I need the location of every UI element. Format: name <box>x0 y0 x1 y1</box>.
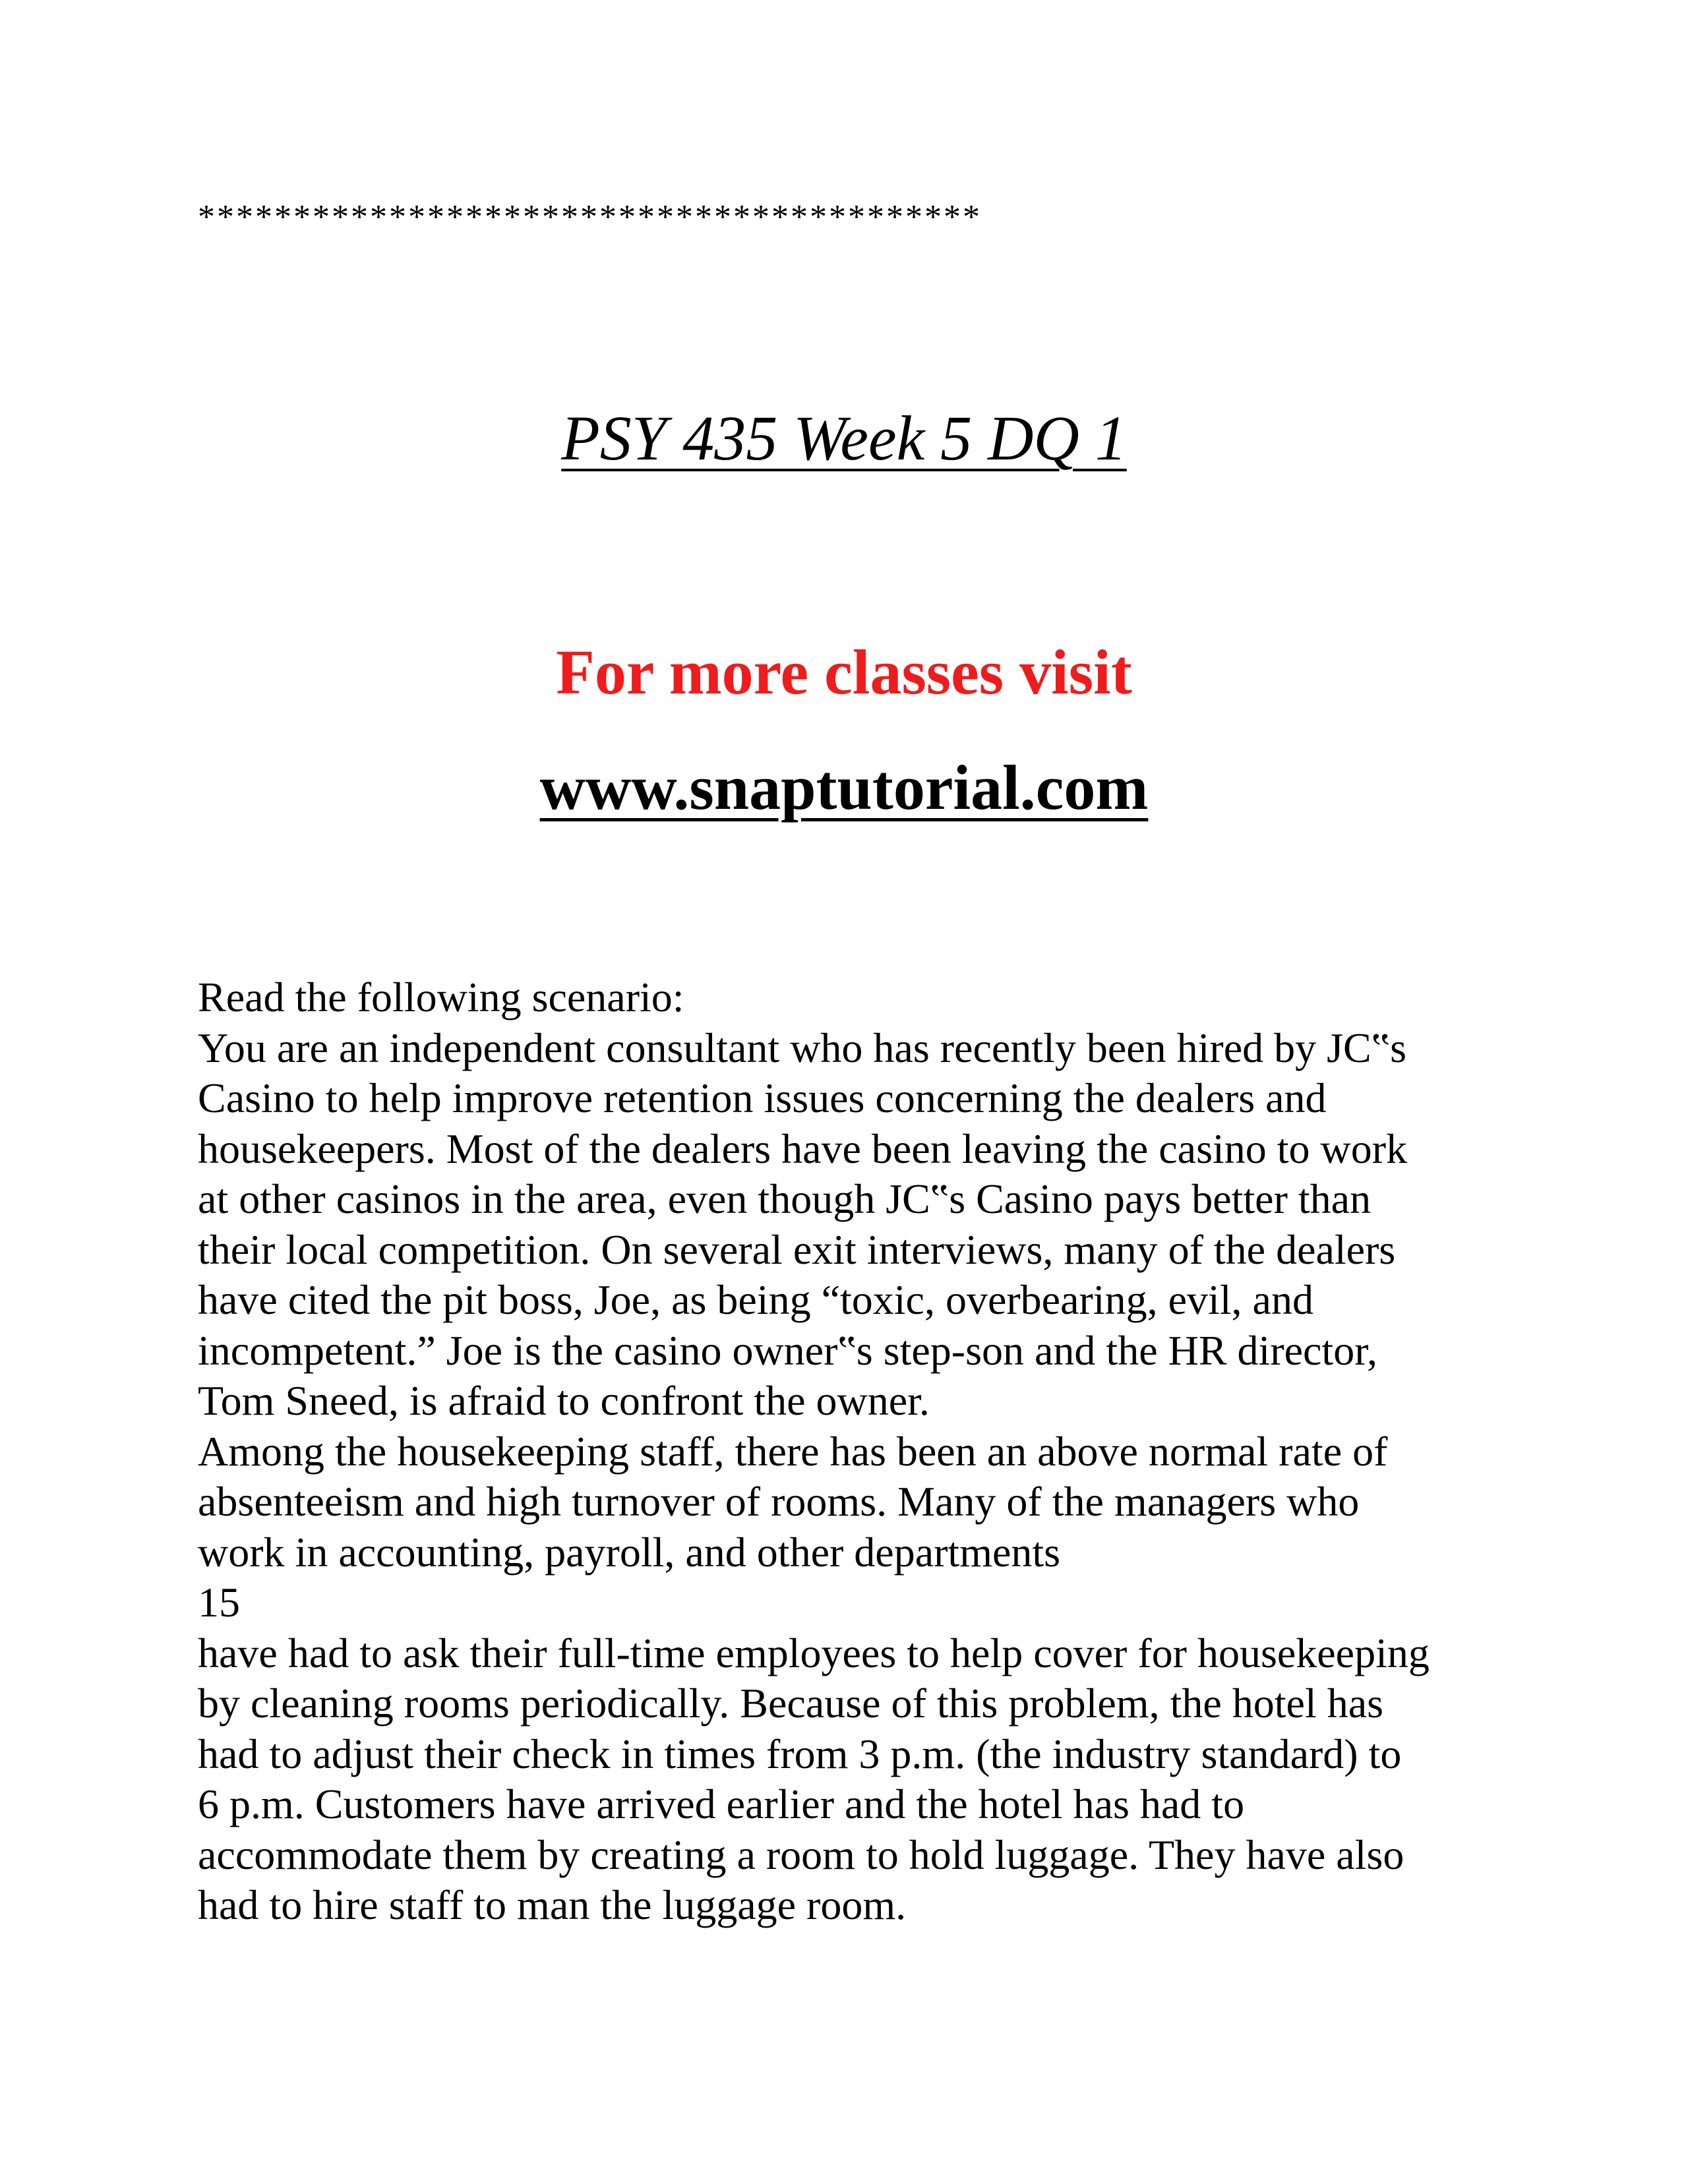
website-link[interactable] <box>0 748 1688 827</box>
website-link-text[interactable]: www.snaptutorial.com <box>539 752 1149 823</box>
text-line: You are an independent consultant who has recently been hired by JC‟s <box>198 1024 1407 1071</box>
text-line: Read the following scenario: <box>198 974 684 1020</box>
page-number: 15 <box>198 1579 240 1626</box>
text-line: had to adjust their check in times from 3 p.m. (the industry standard) to <box>198 1730 1402 1777</box>
text-line: accommodate them by creating a room to hold luggage. They have also <box>198 1831 1404 1878</box>
text-line: by cleaning rooms periodically. Because of this problem, the hotel has <box>198 1680 1384 1727</box>
text-line: their local competition. On several exit interviews, many of the dealers <box>198 1225 1396 1273</box>
text-line: housekeepers. Most of the dealers have been leaving the casino to work <box>198 1125 1408 1172</box>
asterisk-divider: ***************************************** <box>198 198 982 236</box>
text-line: at other casinos in the area, even though JC‟s Casino pays better than <box>198 1175 1372 1222</box>
text-line: work in accounting, payroll, and other departments <box>198 1528 1061 1576</box>
text-line: incompetent.” Joe is the casino owner‟s step-son and the HR director, <box>198 1326 1377 1374</box>
text-line: absenteeism and high turnover of rooms. Many of the managers who <box>198 1478 1360 1525</box>
course-title-text: PSY 435 Week 5 DQ 1 <box>561 403 1127 473</box>
text-line: Casino to help improve retention issues concerning the dealers and <box>198 1075 1327 1121</box>
promo-text: For more classes visit <box>556 637 1132 707</box>
text-line: Among the housekeeping staff, there has been an above normal rate of <box>198 1427 1388 1475</box>
text-line: had to hire staff to man the luggage room. <box>198 1881 907 1928</box>
text-line: Tom Sneed, is afraid to confront the owner. <box>198 1377 930 1424</box>
text-line: 6 p.m. Customers have arrived earlier and the hotel has had to <box>198 1781 1245 1827</box>
text-line: have had to ask their full-time employees to help cover for housekeeping <box>198 1629 1430 1676</box>
text-line: have cited the pit boss, Joe, as being “toxic, overbearing, evil, and <box>198 1276 1313 1323</box>
scenario-text <box>198 972 1517 1931</box>
course-title <box>0 399 1688 478</box>
